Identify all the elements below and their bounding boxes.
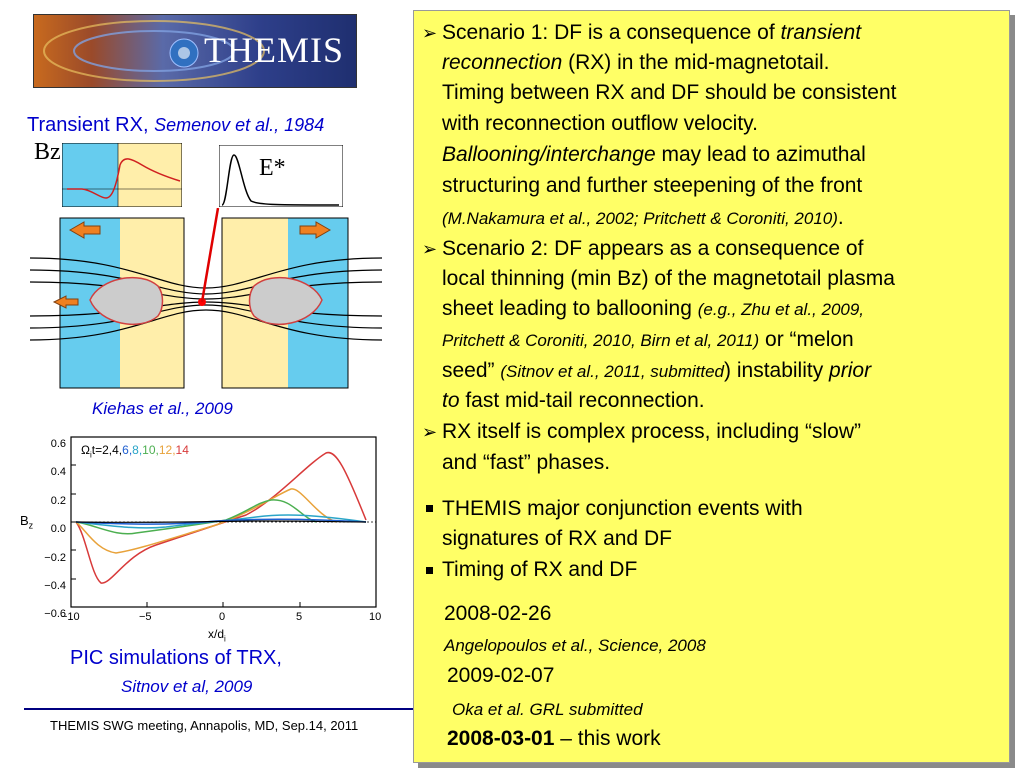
square-bullet-icon bbox=[426, 505, 433, 512]
xlabel-sub: i bbox=[224, 634, 226, 644]
s1-line3: Timing between RX and DF should be consistent bbox=[442, 81, 897, 104]
citation: (M.Nakamura et al., 2002; Pritchett & Coroniti, 2010) bbox=[442, 209, 838, 228]
x-tick: 5 bbox=[296, 611, 303, 623]
legend-value: 8, bbox=[132, 443, 143, 457]
y-tick: 0.0 bbox=[50, 523, 66, 536]
event1-date: 2008-02-26 bbox=[444, 602, 552, 625]
pic-plot bbox=[16, 425, 386, 650]
slide-title bbox=[27, 114, 324, 137]
text: or “melon bbox=[759, 328, 854, 351]
title-sep: , bbox=[142, 114, 149, 136]
text: Ballooning/interchange bbox=[442, 143, 656, 166]
legend-value: 10, bbox=[142, 443, 159, 457]
y-axis-label bbox=[20, 513, 33, 531]
text: . bbox=[837, 206, 844, 229]
s1-line6: structuring and further steepening of the front bbox=[442, 174, 863, 197]
b1-line1: THEMIS major conjunction events with bbox=[442, 497, 803, 520]
text: – this work bbox=[554, 727, 661, 750]
y-ticks bbox=[38, 430, 66, 629]
text: sheet leading to ballooning bbox=[442, 297, 698, 320]
s1-line1 bbox=[442, 19, 861, 47]
ylabel-sub: z bbox=[28, 520, 34, 531]
legend-value: 12, bbox=[158, 443, 176, 457]
kiehas-citation: Kiehas et al., 2009 bbox=[92, 399, 233, 418]
b1-line2: signatures of RX and DF bbox=[442, 527, 672, 550]
text: to bbox=[442, 389, 460, 412]
x-tick: −10 bbox=[61, 611, 80, 623]
arrow-bullet-icon: ➢ bbox=[422, 422, 438, 442]
citation: (Sitnov et al., 2011, submitted bbox=[500, 362, 725, 381]
legend-prefix: Ω bbox=[81, 443, 90, 457]
citation: (e.g., Zhu et al., 2009, bbox=[697, 300, 865, 319]
legend-sub: i bbox=[89, 450, 92, 460]
title-citation: Semenov et al., 1984 bbox=[154, 115, 325, 135]
text: reconnection bbox=[442, 51, 563, 74]
legend-value: 2, bbox=[102, 443, 113, 457]
legend-value: 14 bbox=[175, 443, 189, 457]
text: may lead to azimuthal bbox=[655, 143, 866, 166]
title-main: Transient RX bbox=[27, 114, 143, 136]
event1-citation: Angelopoulos et al., Science, 2008 bbox=[444, 636, 706, 655]
scenario-panel bbox=[413, 10, 1010, 763]
y-tick: 0.6 bbox=[50, 438, 66, 450]
arrow-bullet-icon: ➢ bbox=[422, 239, 438, 259]
text: seed” bbox=[442, 359, 501, 382]
x-tick: 10 bbox=[369, 611, 382, 623]
text: prior bbox=[829, 359, 872, 382]
ylabel: B bbox=[20, 513, 29, 528]
b2-line: Timing of RX and DF bbox=[442, 558, 638, 581]
s2-line3 bbox=[442, 295, 864, 324]
x-tick: −5 bbox=[139, 611, 152, 623]
text: (RX) in the mid-magnetotail. bbox=[562, 51, 830, 74]
event3-line bbox=[447, 725, 661, 753]
y-tick: −0.6 bbox=[44, 608, 66, 621]
pic-title: PIC simulations of TRX, bbox=[70, 647, 282, 669]
text: ) instability bbox=[724, 359, 830, 382]
y-tick: −0.2 bbox=[44, 551, 66, 564]
estar-label: E* bbox=[259, 155, 286, 181]
legend-t: t= bbox=[91, 443, 103, 457]
y-tick: −0.4 bbox=[44, 580, 66, 593]
s2-line6 bbox=[442, 387, 705, 415]
pic-citation: Sitnov et al, 2009 bbox=[121, 677, 253, 696]
square-bullet-icon bbox=[426, 567, 433, 574]
legend-value: 4, bbox=[112, 443, 123, 457]
s2-line4 bbox=[442, 326, 854, 355]
s3-line1: RX itself is complex process, including “slow” bbox=[442, 420, 861, 443]
footer-divider bbox=[24, 708, 444, 710]
s1-line5 bbox=[442, 141, 866, 169]
x-tick: 0 bbox=[219, 611, 226, 623]
plot-legend bbox=[81, 443, 189, 459]
event2-citation: Oka et al. GRL submitted bbox=[452, 700, 643, 719]
footer-text: THEMIS SWG meeting, Annapolis, MD, Sep.14, 2011 bbox=[50, 718, 359, 733]
xlabel: x/d bbox=[208, 627, 225, 641]
logo-text: THEMIS bbox=[204, 30, 344, 70]
text: Scenario 1: DF is a consequence of bbox=[442, 21, 781, 44]
s2-line5 bbox=[442, 357, 871, 386]
bz-plot bbox=[62, 143, 182, 207]
s3-line2: and “fast” phases. bbox=[442, 451, 611, 474]
reconnection-diagram bbox=[30, 208, 382, 390]
s1-line7 bbox=[442, 204, 844, 233]
s2-line2: local thinning (min Bz) of the magnetotail plasma bbox=[442, 267, 895, 290]
y-tick: 0.2 bbox=[50, 494, 66, 507]
text: transient bbox=[780, 21, 862, 44]
s1-line2 bbox=[442, 49, 830, 77]
s1-line4: with reconnection outflow velocity. bbox=[442, 112, 758, 135]
citation: Pritchett & Coroniti, 2010, Birn et al, 2011) bbox=[442, 331, 760, 350]
x-axis-label bbox=[208, 627, 226, 643]
event2-date: 2009-02-07 bbox=[447, 664, 555, 687]
legend-value: 6, bbox=[122, 443, 133, 457]
event3-date: 2008-03-01 bbox=[447, 727, 555, 750]
text: fast mid-tail reconnection. bbox=[459, 389, 705, 412]
y-tick: 0.4 bbox=[50, 466, 66, 479]
themis-logo bbox=[33, 14, 357, 88]
bz-label: Bz bbox=[34, 139, 61, 165]
arrow-bullet-icon: ➢ bbox=[422, 23, 438, 43]
s2-line1: Scenario 2: DF appears as a consequence of bbox=[442, 237, 864, 260]
